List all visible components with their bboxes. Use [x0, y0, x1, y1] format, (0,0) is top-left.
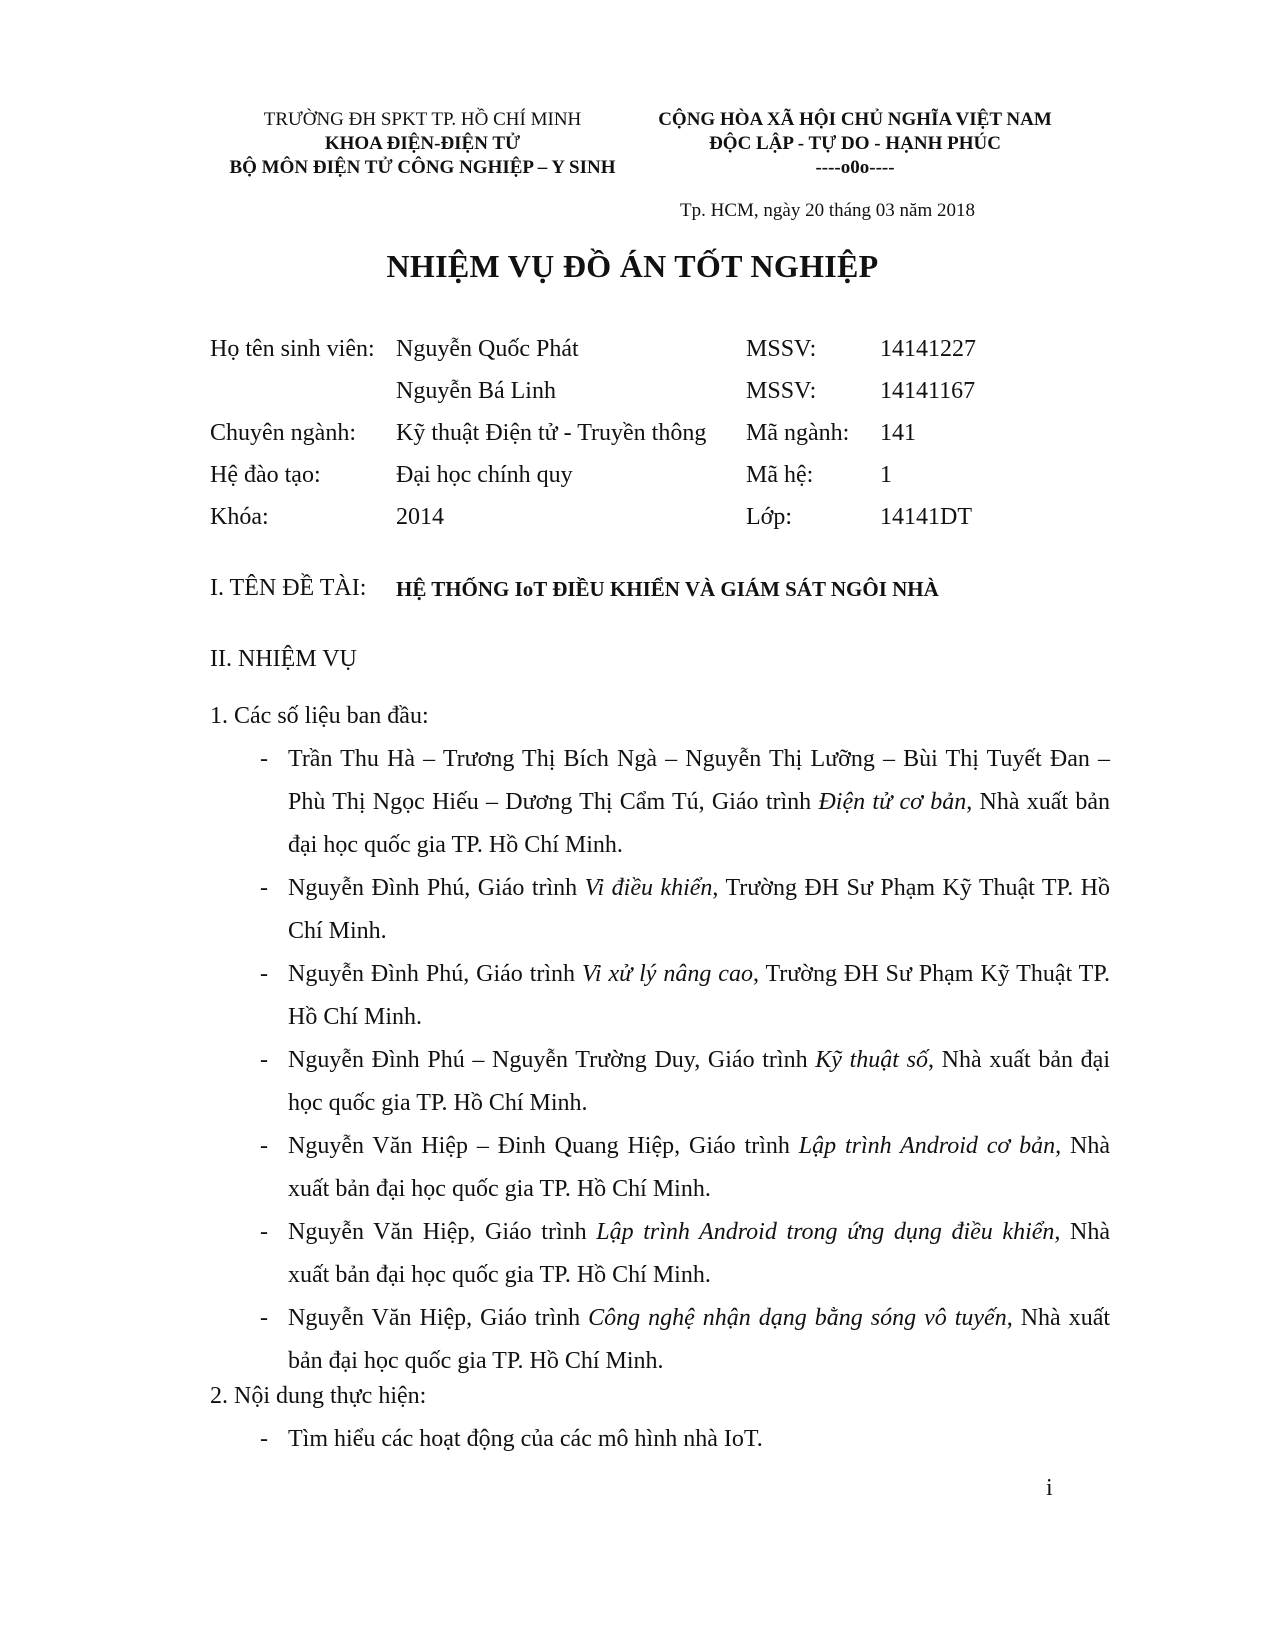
- info-label-2: Lớp:: [746, 504, 793, 530]
- info-value: Kỹ thuật Điện tử - Truyền thông: [396, 420, 707, 446]
- page-title: NHIỆM VỤ ĐỒ ÁN TỐT NGHIỆP: [386, 248, 879, 284]
- date-line: Tp. HCM, ngày 20 tháng 03 năm 2018: [680, 200, 976, 221]
- list-item: - Nguyễn Văn Hiệp, Giáo trình Lập trình Android trong ứng dụng điều khiển, Nhà xuất bản đại học quốc gia TP. Hồ Chí Minh.: [260, 1219, 1111, 1288]
- national-motto: ĐỘC LẬP - TỰ DO - HẠNH PHÚC: [709, 133, 1001, 154]
- info-label: Khóa:: [210, 504, 269, 530]
- info-value-2: 1: [880, 462, 892, 488]
- info-value: Nguyễn Bá Linh: [396, 378, 556, 404]
- page-number: i: [1046, 1475, 1053, 1501]
- info-label-2: Mã ngành:: [746, 420, 850, 446]
- header-left: [210, 108, 635, 180]
- section-2-label: II. NHIỆM VỤ: [210, 646, 357, 672]
- info-value-2: 14141167: [880, 378, 976, 404]
- department-name: BỘ MÔN ĐIỆN TỬ CÔNG NGHIỆP – Y SINH: [229, 157, 616, 178]
- info-label: Chuyên ngành:: [210, 420, 356, 446]
- info-value: Nguyễn Quốc Phát: [396, 336, 579, 362]
- list-item: - Nguyễn Văn Hiệp, Giáo trình Công nghệ nhận dạng bằng sóng vô tuyến, Nhà xuất bản đại học quốc gia TP. Hồ Chí Minh.: [260, 1305, 1111, 1374]
- motto-separator: ----o0o----: [815, 157, 895, 178]
- list-item: - Trần Thu Hà – Trương Thị Bích Ngà – Nguyễn Thị Lưỡng – Bùi Thị Tuyết Đan – Phù Thị Ngọc Hiếu – Dương Thị Cẩm Tú, Giáo trình Điện tử cơ bản, Nhà xuất bản đại học quốc gia TP. Hồ Chí Minh.: [260, 746, 1111, 858]
- info-label: Hệ đào tạo:: [210, 462, 321, 488]
- info-value-2: 141: [880, 420, 916, 446]
- info-label: Họ tên sinh viên:: [210, 336, 375, 362]
- country-name: CỘNG HÒA XÃ HỘI CHỦ NGHĨA VIỆT NAM: [658, 109, 1052, 130]
- info-value: 2014: [396, 504, 444, 530]
- info-value: Đại học chính quy: [396, 462, 573, 488]
- list-item: - Nguyễn Đình Phú, Giáo trình Vi điều khiển, Trường ĐH Sư Phạm Kỹ Thuật TP. Hồ Chí Minh.: [260, 875, 1111, 944]
- info-label-2: Mã hệ:: [746, 462, 814, 488]
- section-1-label: I. TÊN ĐỀ TÀI:: [210, 575, 367, 601]
- info-label-2: MSSV:: [746, 378, 817, 404]
- list-item: - Nguyễn Đình Phú – Nguyễn Trường Duy, Giáo trình Kỹ thuật số, Nhà xuất bản đại học quốc gia TP. Hồ Chí Minh.: [260, 1047, 1110, 1116]
- task-list: [260, 1418, 1110, 1461]
- info-value-2: 14141227: [880, 336, 976, 362]
- reference-list: [260, 738, 1110, 1383]
- info-label-2: MSSV:: [746, 336, 817, 362]
- subsection-2-label: 2. Nội dung thực hiện:: [210, 1383, 427, 1409]
- faculty-name: KHOA ĐIỆN-ĐIỆN TỬ: [324, 133, 521, 154]
- university-name: TRƯỜNG ĐH SPKT TP. HỒ CHÍ MINH: [263, 109, 582, 130]
- subsection-1-label: 1. Các số liệu ban đầu:: [210, 703, 429, 729]
- project-topic: HỆ THỐNG IoT ĐIỀU KHIỂN VÀ GIÁM SÁT NGÔI NHÀ: [396, 577, 939, 601]
- list-item: - Nguyễn Đình Phú, Giáo trình Vi xử lý nâng cao, Trường ĐH Sư Phạm Kỹ Thuật TP. Hồ Chí Minh.: [260, 961, 1111, 1030]
- info-value-2: 14141DT: [880, 504, 972, 530]
- list-item: - Tìm hiểu các hoạt động của các mô hình nhà IoT.: [260, 1426, 763, 1452]
- list-item: - Nguyễn Văn Hiệp – Đinh Quang Hiệp, Giáo trình Lập trình Android cơ bản, Nhà xuất bản đại học quốc gia TP. Hồ Chí Minh.: [260, 1133, 1111, 1202]
- header-right: [630, 108, 1080, 180]
